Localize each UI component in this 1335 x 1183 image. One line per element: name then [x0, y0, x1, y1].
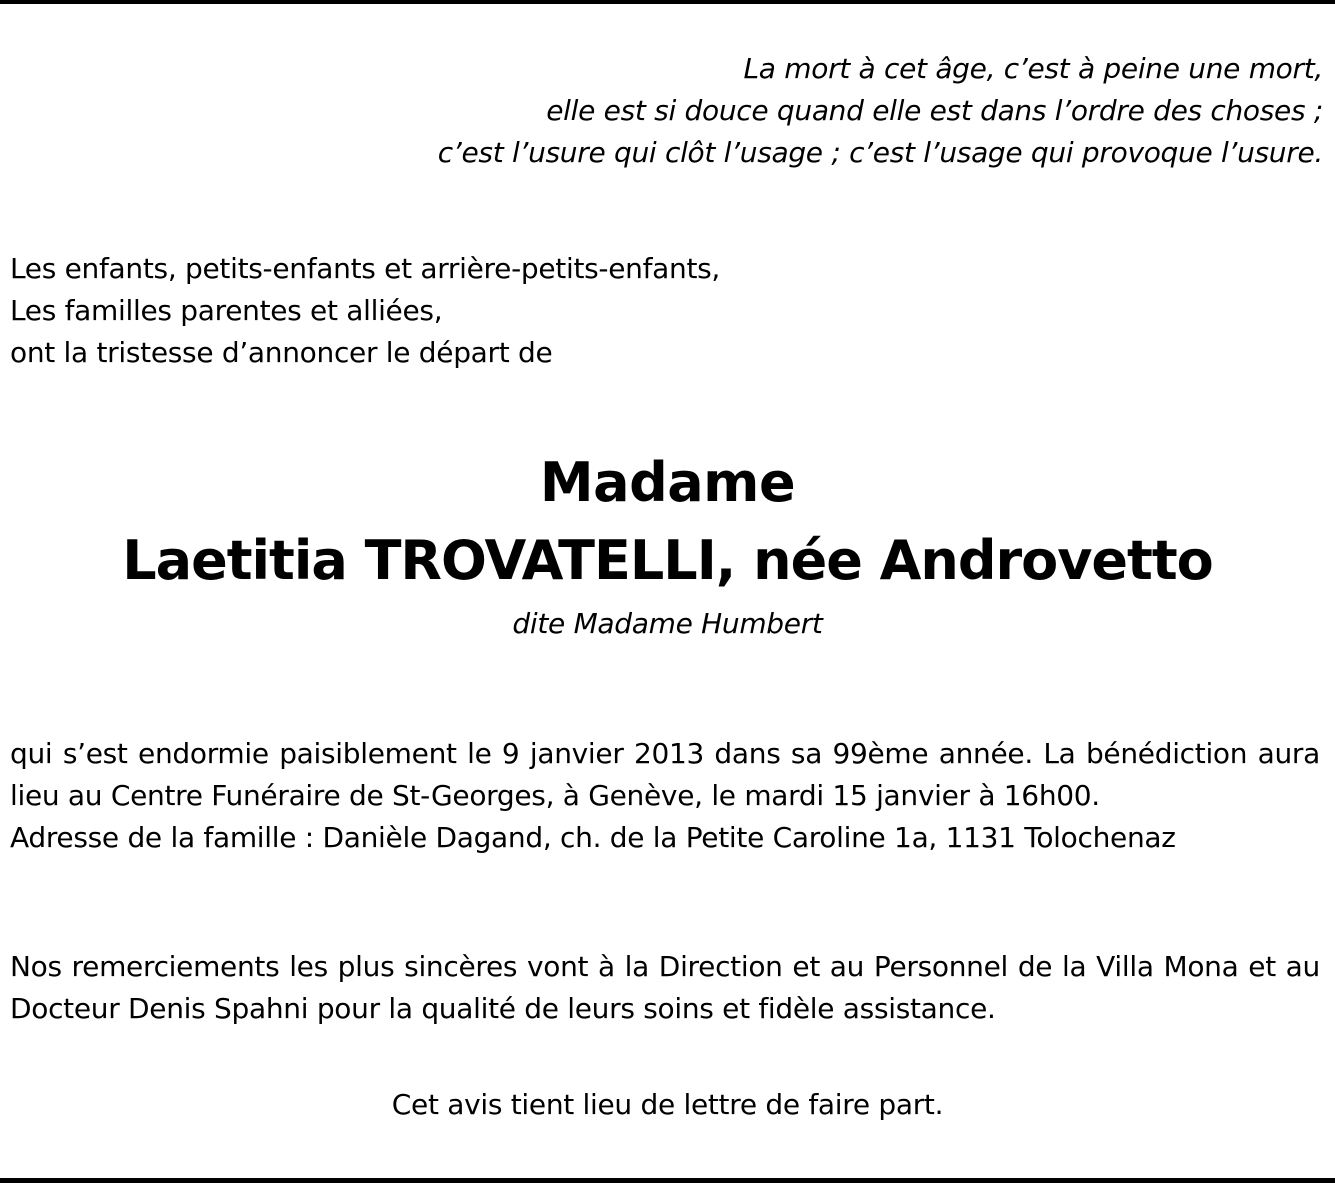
passing-text: qui s’est endormie paisiblement le 9 janvier 2013 dans sa 99ème année. La bénédiction aura lieu au Centre Funéraire de St-Georges, à Genève, le mardi 15 janvier à 16h00.	[10, 737, 1320, 812]
poem-line-3: c’est l’usure qui clôt l’usage ; c’est l’usage qui provoque l’usure.	[437, 136, 1323, 169]
top-border-rule	[0, 0, 1335, 4]
families-line-1: Les enfants, petits-enfants et arrière-petits-enfants,	[10, 252, 721, 285]
details-paragraph	[10, 733, 1320, 859]
poem-line-1: La mort à cet âge, c’est à peine une mort,	[743, 52, 1323, 85]
deceased-title: Madame	[539, 451, 796, 514]
closing-note: Cet avis tient lieu de lettre de faire part.	[391, 1088, 944, 1121]
bottom-border-rule	[0, 1178, 1335, 1183]
families-line-3: ont la tristesse d’annoncer le départ de	[10, 336, 553, 369]
thanks-paragraph: Nos remerciements les plus sincères vont à la Direction et au Personnel de la Villa Mona et au Docteur Denis Spahni pour la qualité de leurs soins et fidèle assistance.	[10, 950, 1320, 1025]
epigraph-poem	[438, 48, 1323, 174]
poem-line-2: elle est si douce quand elle est dans l’ordre des choses ;	[546, 94, 1323, 127]
families-line-2: Les familles parentes et alliées,	[10, 294, 443, 327]
family-address: Adresse de la famille : Danièle Dagand, ch. de la Petite Caroline 1a, 1131 Tolochenaz	[10, 821, 1176, 854]
deceased-full-name: Laetitia TROVATELLI, née Androvetto	[122, 529, 1213, 592]
deceased-nickname: dite Madame Humbert	[512, 607, 823, 640]
family-announcement	[10, 248, 720, 374]
